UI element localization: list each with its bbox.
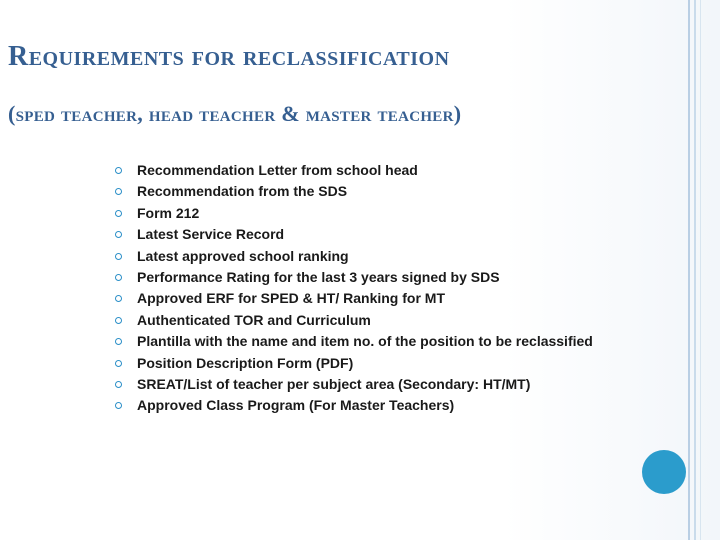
- list-item: [113, 181, 688, 202]
- bullet-icon: [115, 338, 122, 345]
- list-item: [113, 331, 688, 352]
- bullet-icon: [115, 253, 122, 260]
- list-item-text: Approved Class Program (For Master Teachers): [137, 397, 455, 414]
- list-item-text: SREAT/List of teacher per subject area (Secondary: HT/MT): [137, 376, 531, 393]
- list-item-text: Recommendation Letter from school head: [137, 162, 418, 178]
- list-item: [113, 310, 688, 331]
- list-item: [113, 374, 688, 395]
- bullet-icon: [115, 231, 122, 238]
- bullet-icon: [115, 295, 122, 302]
- bullet-icon: [115, 360, 122, 367]
- list-item-text: Form 212: [137, 204, 200, 221]
- list-item: [113, 288, 688, 309]
- bullet-icon: [115, 188, 122, 195]
- list-item-text: Performance Rating for the last 3 years signed by SDS: [137, 269, 500, 286]
- list-item-text: Latest Service Record: [137, 226, 285, 243]
- requirements-list: [113, 160, 688, 417]
- slide-title: [8, 40, 678, 128]
- bullet-icon: [115, 317, 122, 324]
- vertical-rule: [688, 0, 690, 540]
- list-item-text: Authenticated TOR and Curriculum: [137, 311, 371, 328]
- vertical-rule: [694, 0, 696, 540]
- vertical-rule: [700, 0, 701, 540]
- list-item-text: Latest approved school ranking: [137, 247, 349, 264]
- list-item: [113, 267, 688, 288]
- bullet-icon: [115, 381, 122, 388]
- list-item-text: Position Description Form (PDF): [137, 354, 354, 371]
- title-main: Requirements for reclassification: [8, 41, 450, 72]
- list-item: [113, 353, 688, 374]
- list-item-text: Plantilla with the name and item no. of the position to be reclassified: [137, 333, 593, 350]
- bullet-icon: [115, 210, 122, 217]
- list-item-text: Approved ERF for SPED & HT/ Ranking for MT: [137, 290, 446, 307]
- list-item: [113, 160, 688, 181]
- bullet-icon: [115, 402, 122, 409]
- list-item-text: Recommendation from the SDS: [137, 183, 348, 200]
- list-item: [113, 395, 688, 416]
- decorative-circle: [642, 450, 686, 494]
- list-item: [113, 246, 688, 267]
- bullet-icon: [115, 274, 122, 281]
- bullet-icon: [115, 167, 122, 174]
- title-subtitle: (sped teacher, head teacher & master teacher): [8, 101, 462, 126]
- list-item: [113, 224, 688, 245]
- list-item: [113, 203, 688, 224]
